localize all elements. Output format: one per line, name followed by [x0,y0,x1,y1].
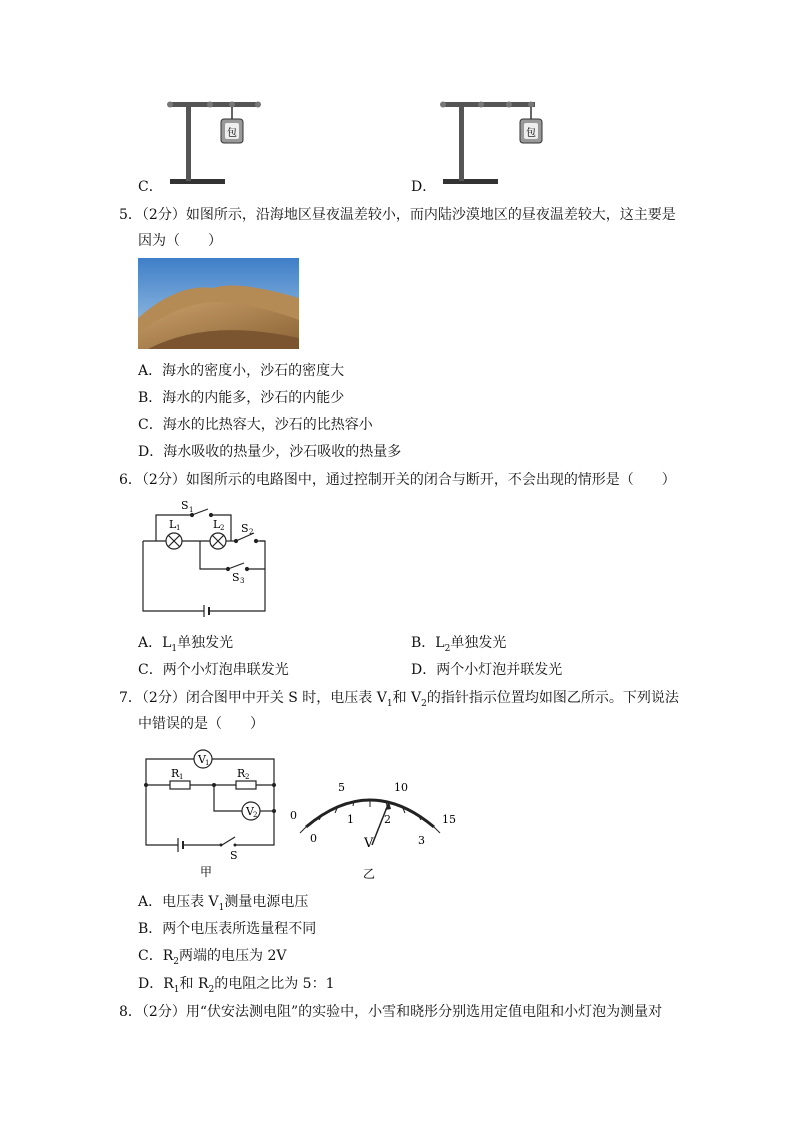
q7-stem-line2: 中错误的是（ ） [138,716,264,732]
lower-tick-3: 3 [418,834,425,847]
stand-beam [170,102,260,107]
stand-beam [443,102,535,107]
svg-text:1: 1 [179,773,184,781]
lower-tick-0: 0 [310,832,317,845]
svg-text:1: 1 [176,524,181,532]
upper-tick-5: 5 [338,781,345,794]
stand-base [170,179,225,184]
svg-text:3: 3 [240,577,245,585]
stand-base [443,179,498,184]
label-s1: S [181,499,189,512]
q5-stem-line1: 5．（2分）如图所示，沿海地区昼夜温差较小，而内陆沙漠地区的昼夜温差较大，这主要是 [119,207,676,223]
q7-option-a: A．电压表 $V_1$测量电源电压 [138,894,309,913]
upper-tick-0: 0 [290,809,297,822]
label-l1: L [169,518,177,531]
label-r1: R [171,767,180,780]
q6-stem: 6．（2分）如图所示的电路图中，通过控制开关的闭合与断开，不会出现的情形是（ ） [119,472,676,488]
svg-text:2: 2 [245,773,250,781]
q4-figure-d [433,95,543,190]
stand-pole [186,107,191,181]
upper-tick-15: 15 [442,813,456,826]
desert-photo [138,258,299,349]
svg-text:2: 2 [220,524,225,532]
q6-option-b: B．$L_2$单独发光 [411,635,507,654]
upper-tick-10: 10 [394,781,408,794]
q7-option-d: D．$R_1$和 $R_2$的电阻之比为 5：1 [138,976,335,995]
q7-stem-line1: 7．（2分）闭合图甲中开关 S 时，电压表 $V_1$和 $V_2$的指针指示位置均如图乙所示。下列说法 [119,690,679,709]
q8-stem-line1: 8．（2分）用“伏安法测电阻”的实验中，小雪和晓彤分别选用定值电阻和小灯泡为测量对 [119,1004,663,1020]
q7-circuit-diagram [140,745,282,880]
q6-option-d: D．两个小灯泡并联发光 [411,662,563,678]
lower-tick-1: 1 [347,813,354,826]
q5-option-a: A．海水的密度小，沙石的密度大 [138,363,345,379]
q4-option-d: D． [411,179,437,195]
svg-text:1: 1 [189,506,194,514]
label-r2: R [237,767,246,780]
q5-option-d: D．海水吸收的热量少，沙石吸收的热量多 [138,444,402,460]
q7-option-c: C．$R_2$两端的电压为 2V [138,948,287,967]
lower-tick-2: 2 [384,813,391,826]
stand-pole [459,107,464,181]
label-l2: L [213,518,221,531]
q7-option-b: B．两个电压表所选量程不同 [138,921,317,937]
bag-label: 包 [526,128,536,139]
caption-jia: 甲 [200,865,213,879]
q6-option-c: C．两个小灯泡串联发光 [138,662,289,678]
label-v2: V [246,805,254,818]
label-s2: S [241,522,249,535]
unit-v: V [364,836,374,851]
q5-stem-line2: 因为（ ） [138,233,222,249]
q7-voltmeter-dial [284,775,456,883]
caption-yi: 乙 [363,867,376,881]
label-switch: S [230,849,238,862]
q4-figure-c [160,95,270,190]
dial-ticks [300,799,440,833]
svg-text:2: 2 [249,528,254,536]
bag-label: 包 [227,128,237,139]
svg-text:1: 1 [205,759,210,767]
q5-option-b: B．海水的内能多，沙石的内能少 [138,390,345,406]
svg-text:2: 2 [253,811,258,819]
label-s3: S [232,571,240,584]
q4-option-c: C． [138,179,163,195]
q5-option-c: C．海水的比热容大，沙石的比热容小 [138,417,373,433]
q6-circuit-diagram [136,495,276,620]
label-v1: V [198,753,206,766]
q6-option-a: A．$L_1$单独发光 [138,635,234,654]
